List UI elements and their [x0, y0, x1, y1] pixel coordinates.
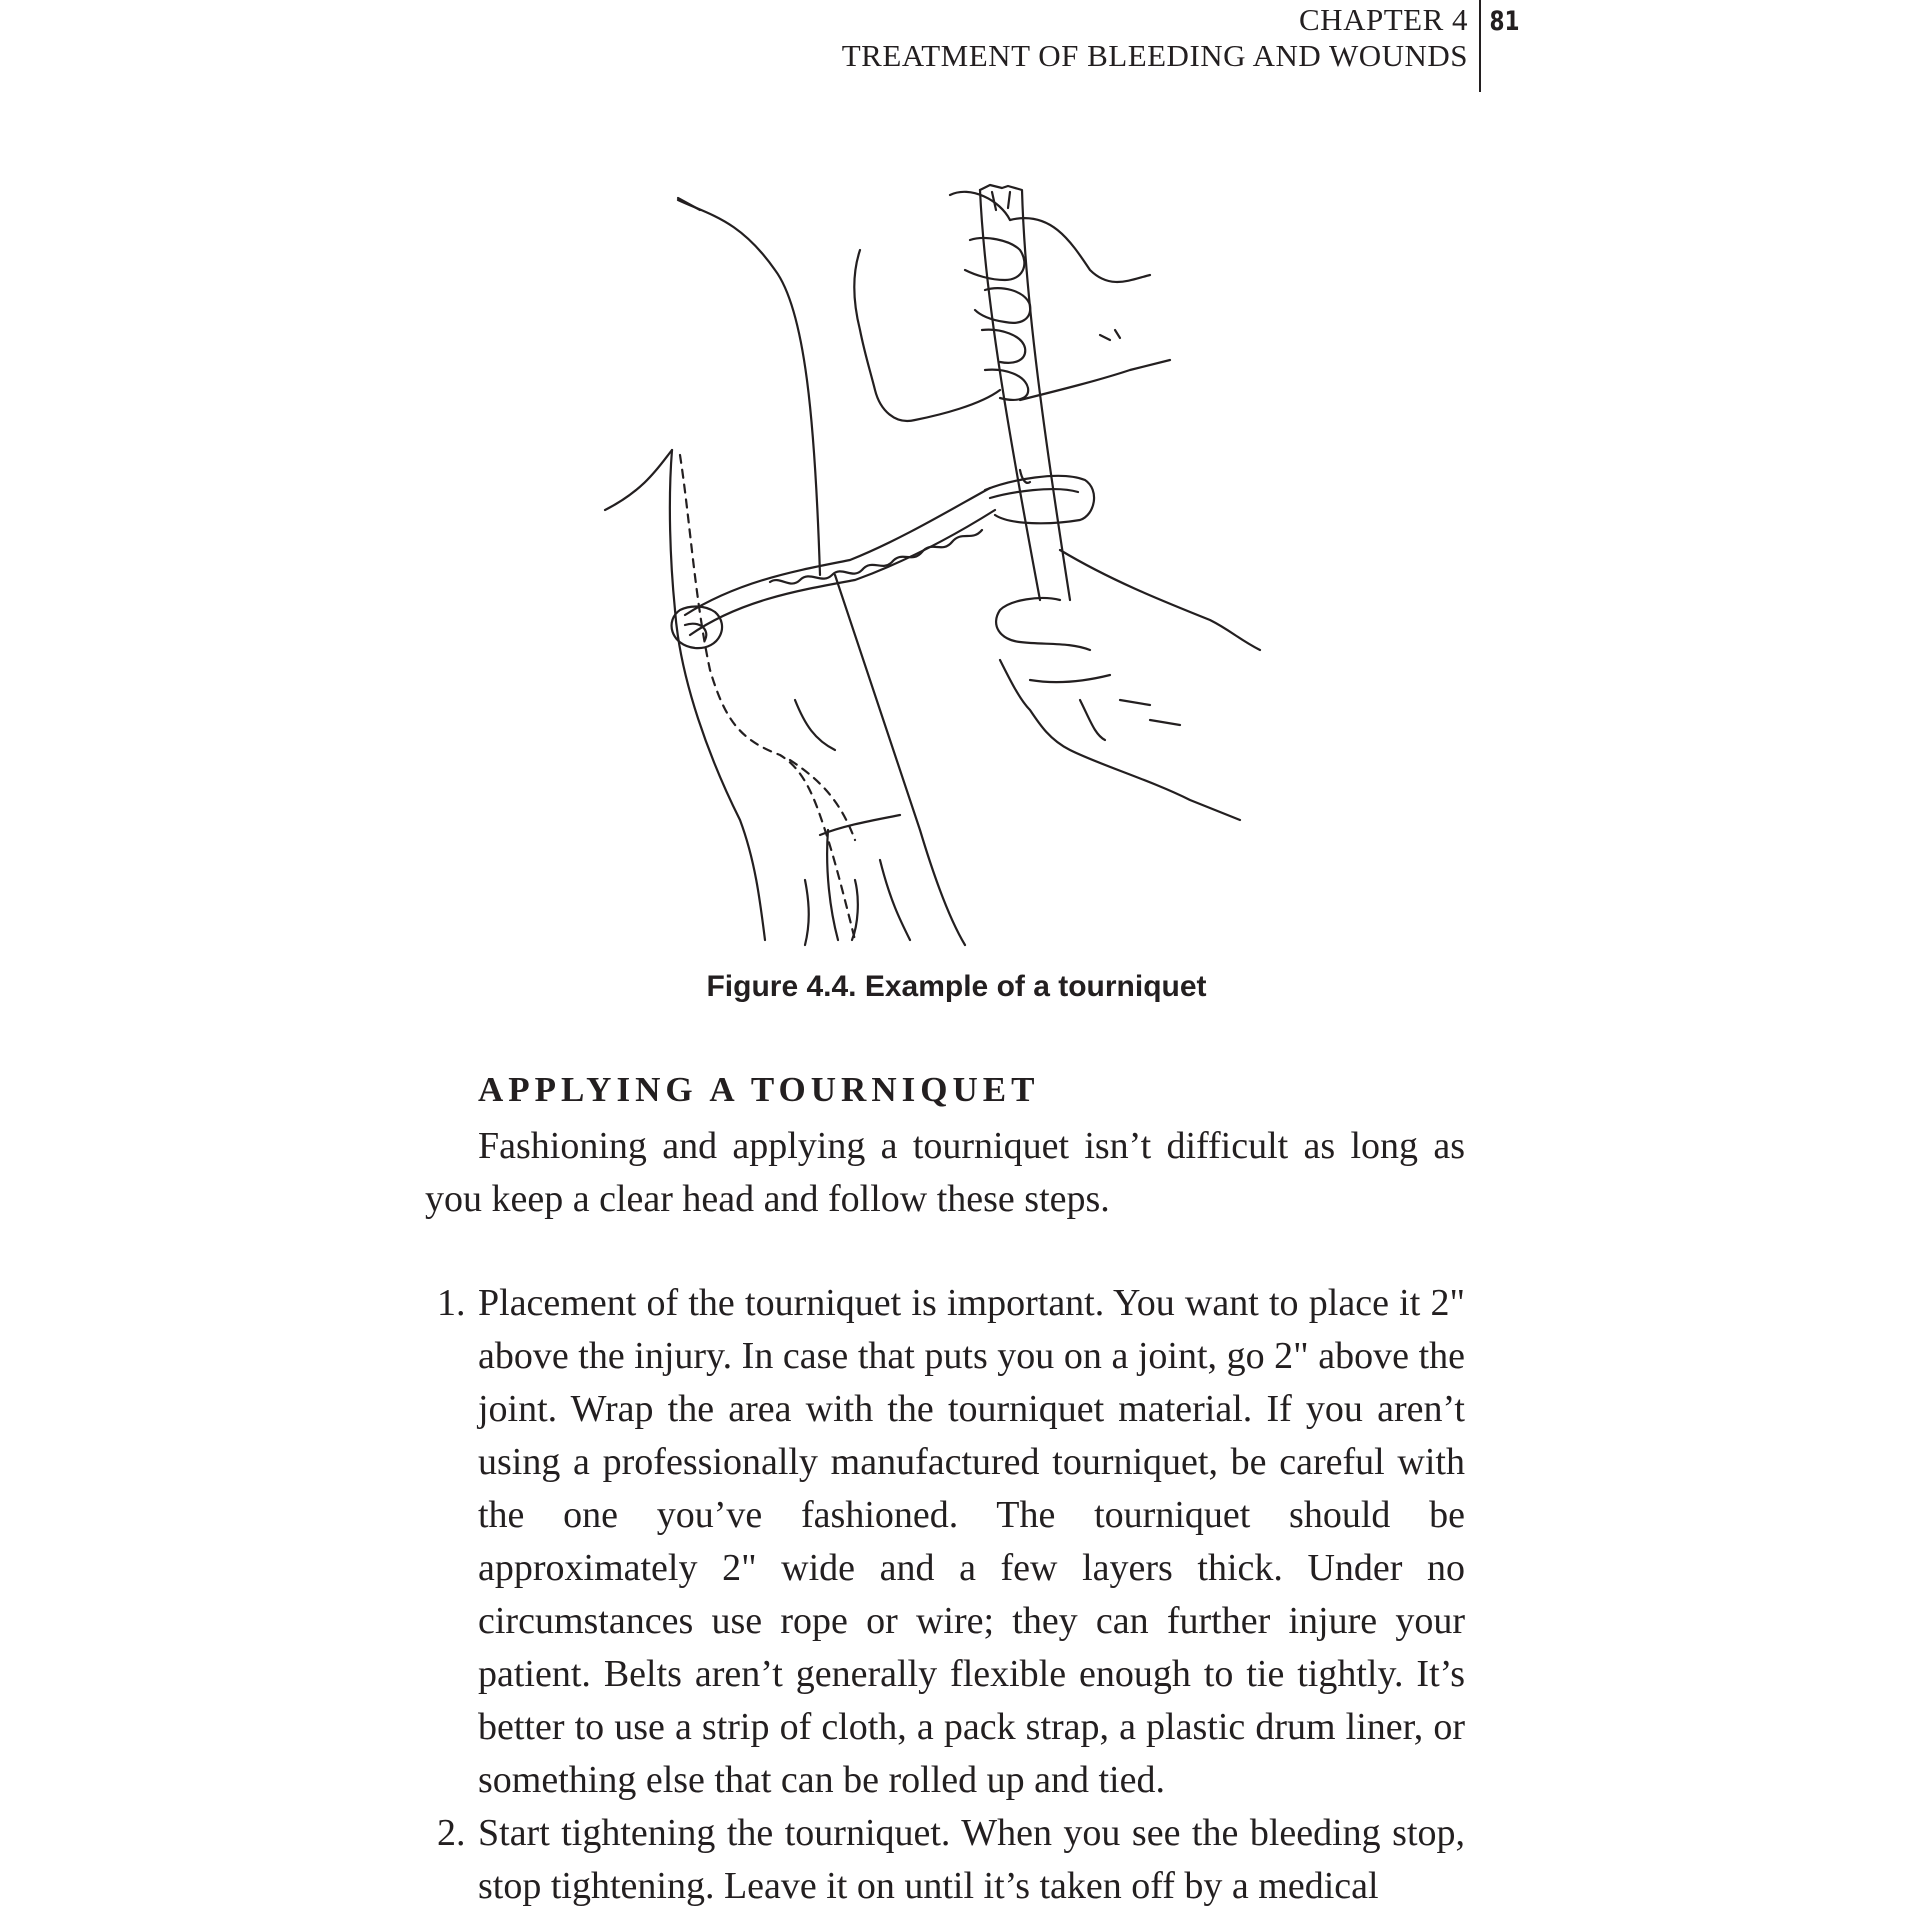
figure-caption: Figure 4.4. Example of a tourniquet — [706, 970, 1207, 1003]
tourniquet-knot — [672, 606, 722, 648]
step-number: 1. — [437, 1282, 466, 1324]
tourniquet-illustration — [590, 180, 1310, 950]
header-divider — [1479, 0, 1481, 92]
running-header — [700, 0, 1520, 95]
windlass-stick — [980, 185, 1070, 600]
steps-list — [425, 1277, 1465, 1913]
step-number: 2. — [437, 1812, 466, 1854]
arm-inner-edge — [605, 450, 672, 510]
wound — [805, 815, 910, 945]
forearm-outline — [675, 610, 765, 940]
chapter-title: TREATMENT OF BLEEDING AND WOUNDS — [841, 38, 1468, 73]
tourniquet-band — [685, 488, 990, 615]
list-item — [425, 1277, 1465, 1807]
step-text: Start tightening the tourniquet. When you see the bleeding stop, stop tightening. Leave it on until it’s taken off by a medical — [478, 1812, 1465, 1907]
intro-paragraph: Fashioning and applying a tourniquet isn’t difficult as long as you keep a clear head and follow these steps. — [425, 1125, 1465, 1220]
step-text: Placement of the tourniquet is important. You want to place it 2" above the injury. In case that puts you on a joint, go 2" above the joint. Wrap the area with the tourniquet material. If you aren’t using a professionally manufactured tourniquet, be careful with the one you’ve fashioned. The tourniquet should be approximately 2" wide and a few layers thick. Under no circumstances use rope or wire; they can further injure your patient. Belts aren’t generally flexible enough to tie tightly. It’s better to use a strip of cloth, a pack strap, a plastic drum liner, or something else that can be rolled up and tied. — [478, 1282, 1465, 1801]
section-heading: APPLYING A TOURNIQUET — [478, 1070, 1040, 1109]
lower-hand — [1060, 550, 1260, 650]
upper-arm-outline — [678, 200, 820, 575]
tourniquet-loop — [985, 476, 1094, 523]
dashed-artery-line — [680, 455, 855, 940]
page-number: 81 — [1489, 6, 1520, 37]
upper-hand — [854, 192, 1030, 421]
header-text — [842, 2, 1468, 74]
list-item — [425, 1807, 1465, 1913]
chapter-number: CHAPTER 4 — [1299, 2, 1468, 37]
